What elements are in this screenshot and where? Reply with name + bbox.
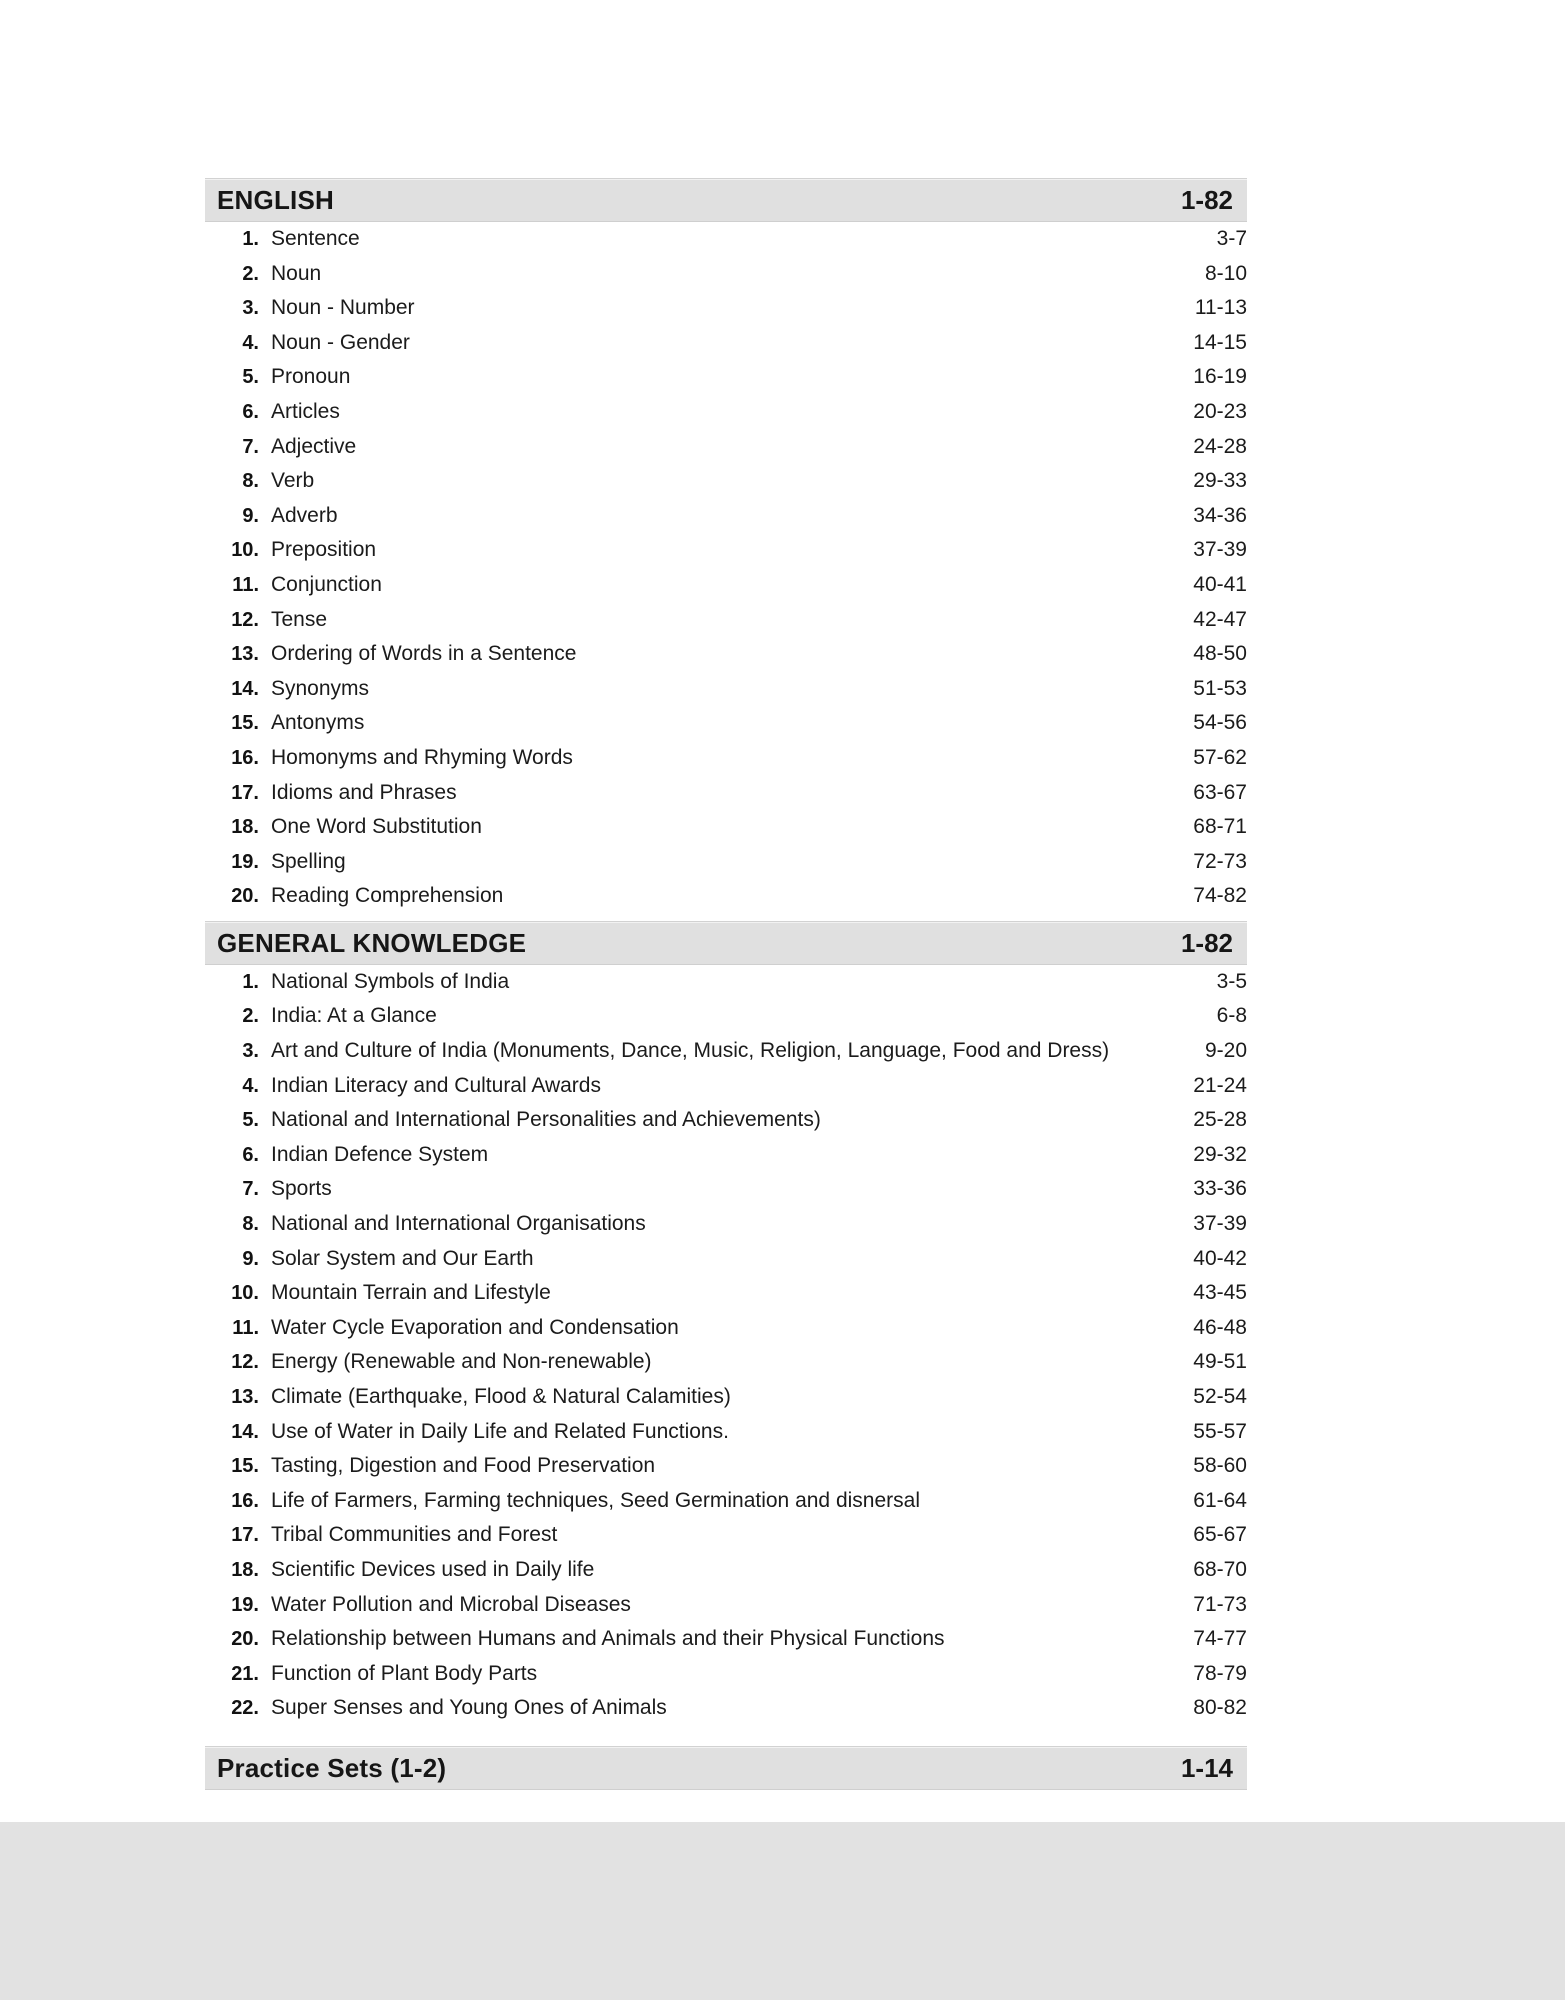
table-row[interactable]: [205, 464, 1247, 499]
table-row[interactable]: [205, 1657, 1247, 1692]
chapter-title: Climate (Earthquake, Flood & Natural Calamities): [271, 1385, 731, 1408]
chapter-number: 10.: [231, 1282, 259, 1305]
table-row[interactable]: [205, 603, 1247, 638]
table-row[interactable]: [205, 395, 1247, 430]
chapter-title: One Word Substitution: [271, 815, 482, 839]
chapter-number: 1.: [242, 228, 259, 250]
chapter-pages: 55-57: [1193, 1419, 1247, 1443]
table-row[interactable]: [205, 965, 1247, 1000]
section-pages-english: 1-82: [1180, 185, 1233, 215]
chapter-title: National Symbols of India: [271, 969, 510, 993]
chapter-title: Energy (Renewable and Non-renewable): [271, 1350, 652, 1374]
table-row[interactable]: [205, 1242, 1247, 1277]
section-general-knowledge: [205, 921, 1247, 1726]
chapter-title: Solar System and Our Earth: [271, 1246, 534, 1270]
chapter-pages: 40-42: [1193, 1246, 1247, 1270]
chapter-pages: 20-23: [1193, 399, 1247, 423]
chapter-title: Synonyms: [271, 676, 370, 700]
chapter-title: Idioms and Phrases: [271, 780, 457, 804]
table-row[interactable]: [205, 672, 1247, 707]
chapter-pages: 52-54: [1193, 1385, 1247, 1408]
table-row[interactable]: [205, 1103, 1247, 1138]
table-row[interactable]: [205, 879, 1247, 914]
chapter-number: 1.: [242, 970, 259, 993]
chapter-number: 3.: [242, 1040, 259, 1063]
table-row[interactable]: [205, 568, 1247, 603]
table-row[interactable]: [205, 776, 1247, 811]
section-spacer: [205, 914, 1247, 921]
chapter-pages: 72-73: [1193, 849, 1247, 873]
table-row[interactable]: [205, 741, 1247, 776]
chapter-number: 9.: [242, 504, 259, 527]
chapter-pages: 63-67: [1193, 780, 1247, 804]
chapter-pages: 8-10: [1204, 261, 1247, 285]
chapter-number: 18.: [231, 816, 259, 839]
chapter-number: 12.: [231, 608, 259, 631]
chapter-number: 9.: [242, 1247, 259, 1270]
chapter-number: 16.: [231, 1489, 259, 1512]
section-header-practice-sets: [205, 1746, 1247, 1790]
chapter-number: 22.: [231, 1697, 259, 1720]
chapter-number: 14.: [231, 677, 259, 700]
chapter-title: Super Senses and Young Ones of Animals: [271, 1696, 667, 1720]
chapter-number: 11.: [232, 1316, 259, 1339]
chapter-number: 19.: [231, 1593, 259, 1616]
chapter-pages: 74-82: [1193, 884, 1247, 908]
table-of-contents: [205, 178, 1247, 1790]
chapter-pages: 14-15: [1193, 330, 1247, 354]
chapter-pages: 48-50: [1193, 642, 1247, 666]
chapter-pages: 11-13: [1194, 296, 1247, 320]
chapter-title: Ordering of Words in a Sentence: [271, 642, 577, 666]
table-row[interactable]: [205, 706, 1247, 741]
chapter-pages: 51-53: [1193, 676, 1247, 700]
chapter-number: 8.: [242, 1213, 259, 1236]
chapter-title: Reading Comprehension: [271, 884, 504, 908]
chapter-title: Art and Culture of India (Monuments, Dance, Music, Religion, Language, Food and Dress): [271, 1039, 1110, 1063]
chapter-title: Life of Farmers, Farming techniques, Seed Germination and disnersal: [271, 1488, 920, 1512]
chapter-title: Noun - Gender: [271, 330, 410, 354]
chapter-pages: 42-47: [1193, 607, 1247, 631]
chapter-number: 19.: [231, 850, 259, 873]
section-title-practice-sets: Practice Sets (1-2): [217, 1752, 447, 1783]
chapter-title: Water Pollution and Microbal Diseases: [271, 1592, 631, 1616]
chapter-pages: 29-32: [1193, 1142, 1247, 1166]
chapter-number: 2.: [242, 1005, 259, 1028]
table-row[interactable]: [205, 430, 1247, 465]
chapter-pages: 9-20: [1204, 1039, 1247, 1063]
table-row[interactable]: [205, 1276, 1247, 1311]
chapter-pages: 80-82: [1193, 1696, 1247, 1720]
table-row[interactable]: [205, 1207, 1247, 1242]
chapter-number: 16.: [231, 746, 259, 769]
chapter-number: 21.: [231, 1662, 259, 1685]
chapter-number: 7.: [242, 1178, 259, 1201]
chapter-number: 5.: [242, 366, 259, 389]
chapter-title: Sports: [271, 1177, 332, 1201]
table-row[interactable]: [205, 326, 1247, 361]
table-row[interactable]: [205, 1172, 1247, 1207]
table-row[interactable]: [205, 1622, 1247, 1657]
chapter-pages: 43-45: [1193, 1281, 1247, 1305]
chapter-title: Tense: [271, 607, 328, 631]
chapter-pages: 21-24: [1193, 1073, 1247, 1097]
chapter-title: Tasting, Digestion and Food Preservation: [271, 1454, 656, 1478]
section-pages-general-knowledge: 1-82: [1180, 927, 1233, 958]
table-row[interactable]: [205, 1345, 1247, 1380]
chapter-pages: 54-56: [1193, 711, 1247, 735]
chapter-pages: 49-51: [1193, 1350, 1247, 1374]
chapter-number: 7.: [242, 435, 259, 458]
chapter-number: 15.: [231, 712, 259, 735]
table-row[interactable]: [205, 533, 1247, 568]
table-row[interactable]: [205, 1691, 1247, 1726]
chapter-pages: 68-70: [1193, 1557, 1247, 1581]
chapter-number: 6.: [242, 400, 259, 423]
chapter-title: Function of Plant Body Parts: [271, 1661, 538, 1685]
chapter-number: 17.: [231, 1524, 259, 1547]
chapter-pages: 78-79: [1193, 1661, 1247, 1685]
chapter-pages: 37-39: [1193, 538, 1247, 562]
chapter-pages: 6-8: [1216, 1004, 1247, 1028]
chapter-pages: 58-60: [1193, 1454, 1247, 1478]
table-row[interactable]: [205, 1553, 1247, 1588]
table-row[interactable]: [205, 1034, 1247, 1069]
chapter-title: Scientific Devices used in Daily life: [271, 1557, 595, 1581]
chapter-title: Sentence: [271, 227, 360, 250]
table-row[interactable]: [205, 1138, 1247, 1173]
table-row[interactable]: [205, 1484, 1247, 1519]
chapter-pages: 65-67: [1193, 1523, 1247, 1547]
section-title-english: ENGLISH: [217, 185, 334, 215]
chapter-title: Tribal Communities and Forest: [271, 1523, 558, 1547]
chapter-title: Pronoun: [271, 365, 351, 389]
chapter-title: Noun: [271, 261, 322, 285]
chapter-pages: 71-73: [1193, 1592, 1247, 1616]
practice-spacer: [205, 1726, 1247, 1746]
chapter-number: 6.: [242, 1143, 259, 1166]
table-row[interactable]: [205, 222, 1247, 257]
chapter-list-general-knowledge: [205, 965, 1247, 1726]
table-row[interactable]: [205, 1415, 1247, 1450]
chapter-title: Conjunction: [271, 572, 382, 596]
page-background-band: [0, 1822, 1565, 2000]
chapter-title: India: At a Glance: [271, 1004, 437, 1028]
chapter-pages: 34-36: [1193, 503, 1247, 527]
chapter-pages: 46-48: [1193, 1315, 1247, 1339]
table-row[interactable]: [205, 999, 1247, 1034]
chapter-pages: 24-28: [1193, 434, 1247, 458]
chapter-title: Homonyms and Rhyming Words: [271, 745, 573, 769]
chapter-title: Mountain Terrain and Lifestyle: [271, 1281, 551, 1305]
section-header-general-knowledge: [205, 921, 1247, 965]
section-title-general-knowledge: GENERAL KNOWLEDGE: [217, 927, 527, 958]
chapter-pages: 74-77: [1193, 1627, 1247, 1651]
table-row[interactable]: [205, 1311, 1247, 1346]
chapter-number: 18.: [231, 1558, 259, 1581]
chapter-title: Antonyms: [271, 711, 365, 735]
chapter-number: 3.: [242, 297, 259, 320]
chapter-pages: 29-33: [1193, 469, 1247, 493]
chapter-title: Adjective: [271, 434, 357, 458]
chapter-pages: 16-19: [1193, 365, 1247, 389]
table-row[interactable]: [205, 1069, 1247, 1104]
chapter-number: 13.: [231, 643, 259, 666]
chapter-number: 17.: [231, 781, 259, 804]
chapter-number: 10.: [231, 539, 259, 562]
table-row[interactable]: [205, 637, 1247, 672]
chapter-pages: 25-28: [1193, 1108, 1247, 1132]
table-row[interactable]: [205, 291, 1247, 326]
chapter-pages: 68-71: [1193, 815, 1247, 839]
chapter-title: Water Cycle Evaporation and Condensation: [271, 1315, 679, 1339]
chapter-number: 14.: [231, 1420, 259, 1443]
chapter-number: 8.: [242, 470, 259, 493]
chapter-pages: 33-36: [1193, 1177, 1247, 1201]
table-row[interactable]: [205, 810, 1247, 845]
chapter-title: Spelling: [271, 849, 346, 873]
chapter-title: National and International Personalities and Achievements): [271, 1108, 821, 1132]
table-row[interactable]: [205, 257, 1247, 292]
chapter-number: 15.: [231, 1455, 259, 1478]
chapter-title: Use of Water in Daily Life and Related Functions.: [271, 1419, 729, 1443]
chapter-title: Articles: [271, 399, 340, 423]
table-row[interactable]: [205, 1588, 1247, 1623]
chapter-pages: 37-39: [1193, 1212, 1247, 1236]
chapter-number: 11.: [232, 573, 259, 596]
table-row[interactable]: [205, 845, 1247, 880]
section-english: [205, 178, 1247, 914]
chapter-pages: 61-64: [1193, 1488, 1247, 1512]
chapter-pages: 3-7: [1216, 227, 1247, 250]
table-row[interactable]: [205, 1449, 1247, 1484]
chapter-number: 4.: [242, 1074, 259, 1097]
chapter-number: 12.: [231, 1351, 259, 1374]
table-row[interactable]: [205, 1518, 1247, 1553]
chapter-pages: 3-5: [1216, 969, 1247, 993]
table-row[interactable]: [205, 499, 1247, 534]
chapter-title: Relationship between Humans and Animals and their Physical Functions: [271, 1627, 945, 1651]
chapter-title: Noun - Number: [271, 296, 415, 320]
section-pages-practice-sets: 1-14: [1180, 1752, 1233, 1783]
chapter-title: National and International Organisations: [271, 1212, 646, 1236]
table-row[interactable]: [205, 360, 1247, 395]
chapter-title: Indian Literacy and Cultural Awards: [271, 1073, 601, 1097]
chapter-pages: 40-41: [1193, 572, 1247, 596]
chapter-title: Preposition: [271, 538, 377, 562]
chapter-number: 2.: [242, 262, 259, 285]
chapter-number: 13.: [231, 1386, 259, 1408]
section-header-english: [205, 178, 1247, 222]
table-row[interactable]: [205, 1380, 1247, 1415]
chapter-pages: 57-62: [1193, 745, 1247, 769]
chapter-title: Indian Defence System: [271, 1142, 489, 1166]
chapter-number: 4.: [242, 331, 259, 354]
chapter-title: Verb: [271, 469, 315, 493]
chapter-list-english: [205, 222, 1247, 914]
chapter-number: 20.: [231, 1628, 259, 1651]
chapter-title: Adverb: [271, 503, 338, 527]
chapter-number: 20.: [231, 885, 259, 908]
chapter-number: 5.: [242, 1109, 259, 1132]
